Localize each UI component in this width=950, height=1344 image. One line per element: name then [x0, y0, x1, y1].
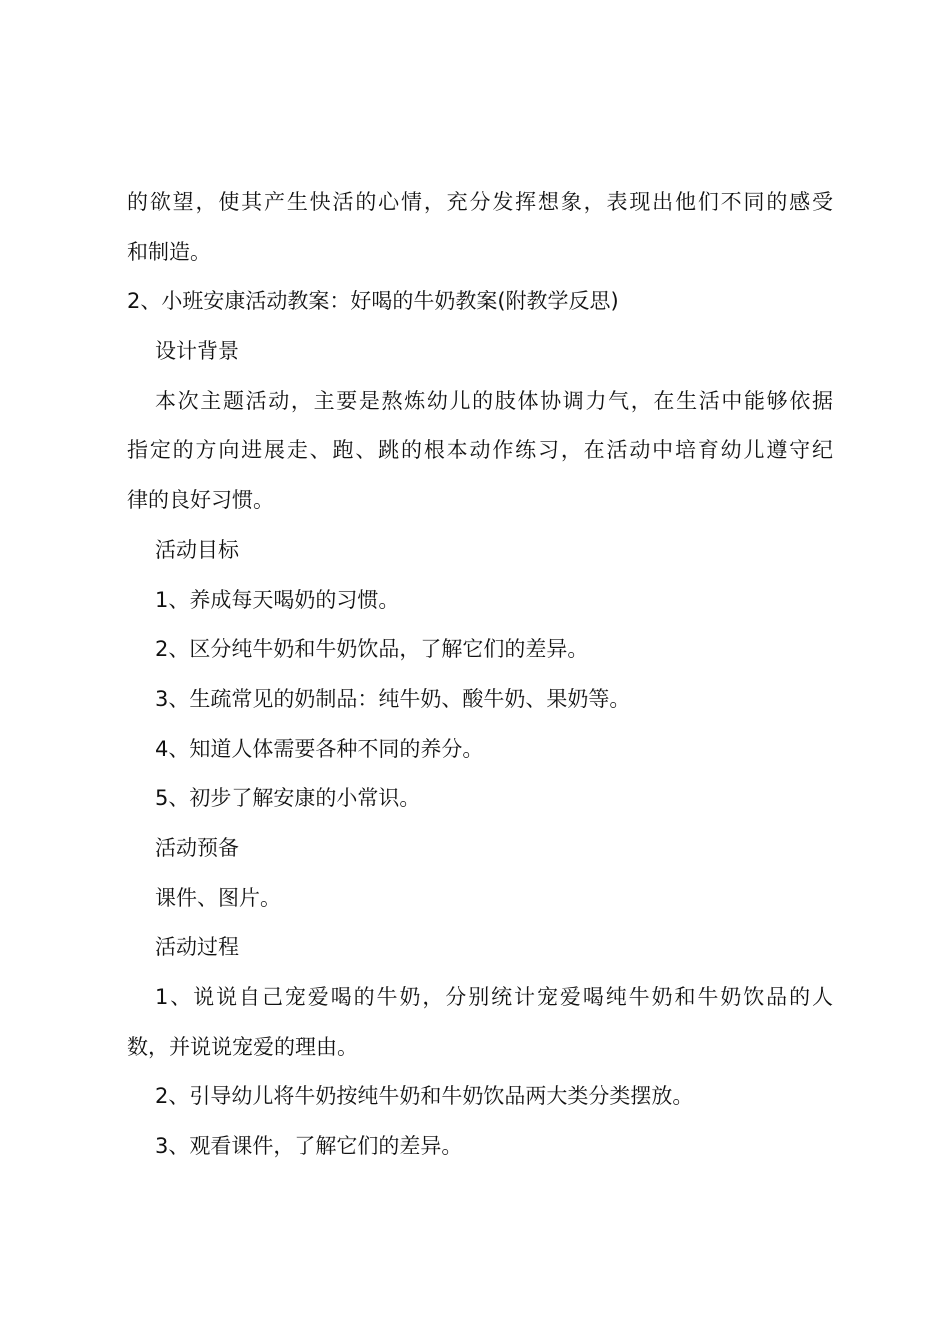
- list-item: 3、生疏常见的奶制品：纯牛奶、酸牛奶、果奶等。: [155, 686, 631, 711]
- subheading-design-background: 设计背景: [155, 339, 239, 364]
- paragraph-line: 本次主题活动，主要是熬炼幼儿的肢体协调力气，在生活中能够依据: [155, 388, 833, 413]
- paragraph-line: 的欲望，使其产生快活的心情，充分发挥想象，表现出他们不同的感受: [127, 190, 833, 214]
- section-heading: 2、小班安康活动教案：好喝的牛奶教案(附教学反思): [127, 289, 619, 314]
- list-item: 2、引导幼儿将牛奶按纯牛奶和牛奶饮品两大类分类摆放。: [155, 1084, 694, 1109]
- paragraph-line: 数，并说说宠爱的理由。: [127, 1034, 358, 1059]
- paragraph-line: 律的良好习惯。: [127, 488, 274, 513]
- list-item: 2、区分纯牛奶和牛奶饮品，了解它们的差异。: [155, 637, 589, 662]
- paragraph-line: 课件、图片。: [155, 885, 281, 910]
- paragraph-line: 指定的方向进展走、跑、跳的根本动作练习，在活动中培育幼儿遵守纪: [127, 438, 833, 463]
- list-item: 4、知道人体需要各种不同的养分。: [155, 736, 484, 761]
- subheading-activity-preparation: 活动预备: [155, 835, 239, 860]
- list-item: 3、观看课件，了解它们的差异。: [155, 1134, 463, 1159]
- subheading-activity-goals: 活动目标: [155, 537, 239, 562]
- paragraph-line: 和制造。: [127, 239, 211, 264]
- list-item: 1、养成每天喝奶的习惯。: [155, 587, 400, 612]
- list-item: 1、说说自己宠爱喝的牛奶，分别统计宠爱喝纯牛奶和牛奶饮品的人: [155, 985, 833, 1009]
- list-item: 5、初步了解安康的小常识。: [155, 786, 421, 811]
- document-body: [127, 178, 833, 1172]
- subheading-activity-process: 活动过程: [155, 935, 239, 960]
